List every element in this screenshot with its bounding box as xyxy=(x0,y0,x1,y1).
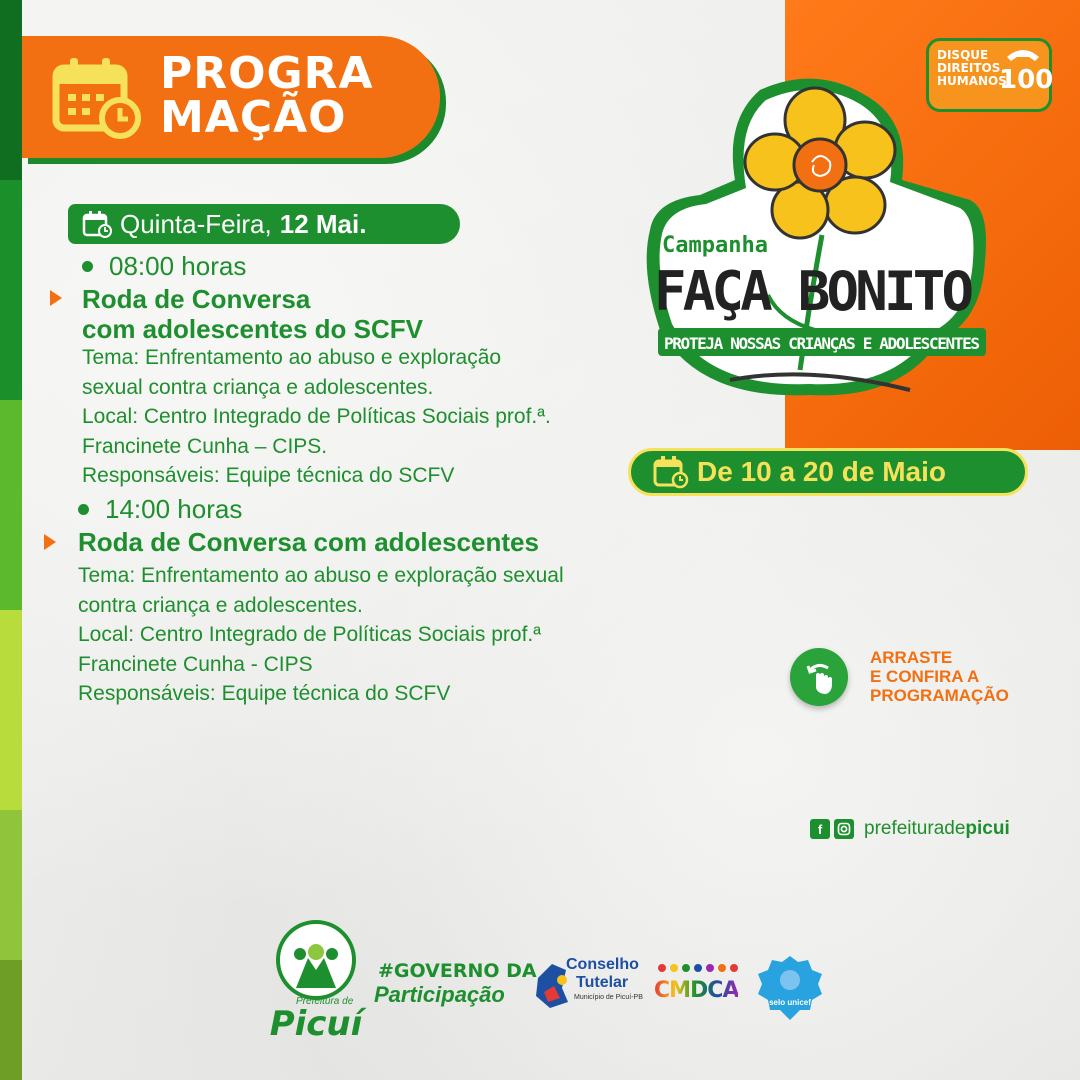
picui-emblem-icon xyxy=(274,918,358,1002)
facebook-icon: f xyxy=(810,819,830,839)
calendar-clock-icon xyxy=(52,56,144,145)
selo-unicef-logo: selo unicef xyxy=(756,954,824,1022)
social-handle xyxy=(810,818,1010,840)
bullet-dot-icon xyxy=(82,261,93,272)
cmdca-logo: CMDCA xyxy=(652,962,744,1010)
disque-number: 100 xyxy=(999,65,1054,95)
disque-100-badge xyxy=(926,38,1052,112)
page-title: PROGRA MAÇÃO xyxy=(160,48,374,143)
event-date-pill xyxy=(68,204,460,244)
telephone-icon xyxy=(1003,45,1043,67)
svg-text:PROTEJA NOSSAS CRIANÇAS E ADOL: PROTEJA NOSSAS CRIANÇAS E ADOLESCENTES xyxy=(664,334,980,353)
flower-logo-icon xyxy=(640,70,1000,410)
unicef-seal-icon xyxy=(756,954,824,1022)
children-figures-icon xyxy=(656,962,740,978)
swipe-hand-icon xyxy=(790,648,848,706)
svg-text:Campanha: Campanha xyxy=(662,233,768,258)
programacao-banner xyxy=(22,36,440,158)
instagram-icon xyxy=(834,819,854,839)
swipe-instruction: ARRASTE E CONFIRA A PROGRAMAÇÃO xyxy=(870,648,1009,705)
event-weekday: Quinta-Feira, xyxy=(120,208,272,239)
event-date: 12 Mai. xyxy=(279,208,367,239)
faca-bonito-campaign-logo xyxy=(640,70,1000,410)
bullet-dot-icon xyxy=(78,504,89,515)
arrow-marker-icon xyxy=(50,290,62,306)
disque-label: DISQUE DIREITOS HUMANOS xyxy=(937,48,1007,88)
conselho-tutelar-logo: Conselho Tutelar Município de Picuí-PB xyxy=(532,954,644,1014)
calendar-clock-icon xyxy=(82,210,112,238)
event-details: Tema: Enfrentamento ao abuso e exploração sexual contra criança e adolescentes. Local: Centro Integrado de Políticas Sociais prof.ª Francinete Cunha - CIPS Responsáveis: Equipe técnica do SCFV xyxy=(78,564,564,705)
social-handle-text: prefeituradepicui xyxy=(864,818,1010,839)
event-details: Tema: Enfrentamento ao abuso e exploração sexual contra criança e adolescentes. Local: Centro Integrado de Políticas Sociais prof.ª. Francinete Cunha – CIPS. Responsáveis: Equipe técnica do SCFV xyxy=(82,346,551,487)
event-time: 08:00 horas xyxy=(82,251,246,282)
governo-da-participacao-logo: #GOVERNO DA Participação xyxy=(374,960,537,1007)
left-color-strip xyxy=(0,0,22,1080)
calendar-clock-icon xyxy=(653,455,689,489)
campaign-period-pill: De 10 a 20 de Maio xyxy=(628,448,1028,496)
event-time: 14:00 horas xyxy=(78,494,242,525)
prefeitura-picui-logo: Prefeitura de Picuí xyxy=(256,918,376,1048)
event-title: Roda de Conversa com adolescentes xyxy=(78,527,539,557)
arrow-marker-icon xyxy=(44,534,56,550)
svg-text:FAÇA BONITO: FAÇA BONITO xyxy=(654,260,974,323)
event-title: Roda de Conversa com adolescentes do SCFV xyxy=(82,284,423,344)
